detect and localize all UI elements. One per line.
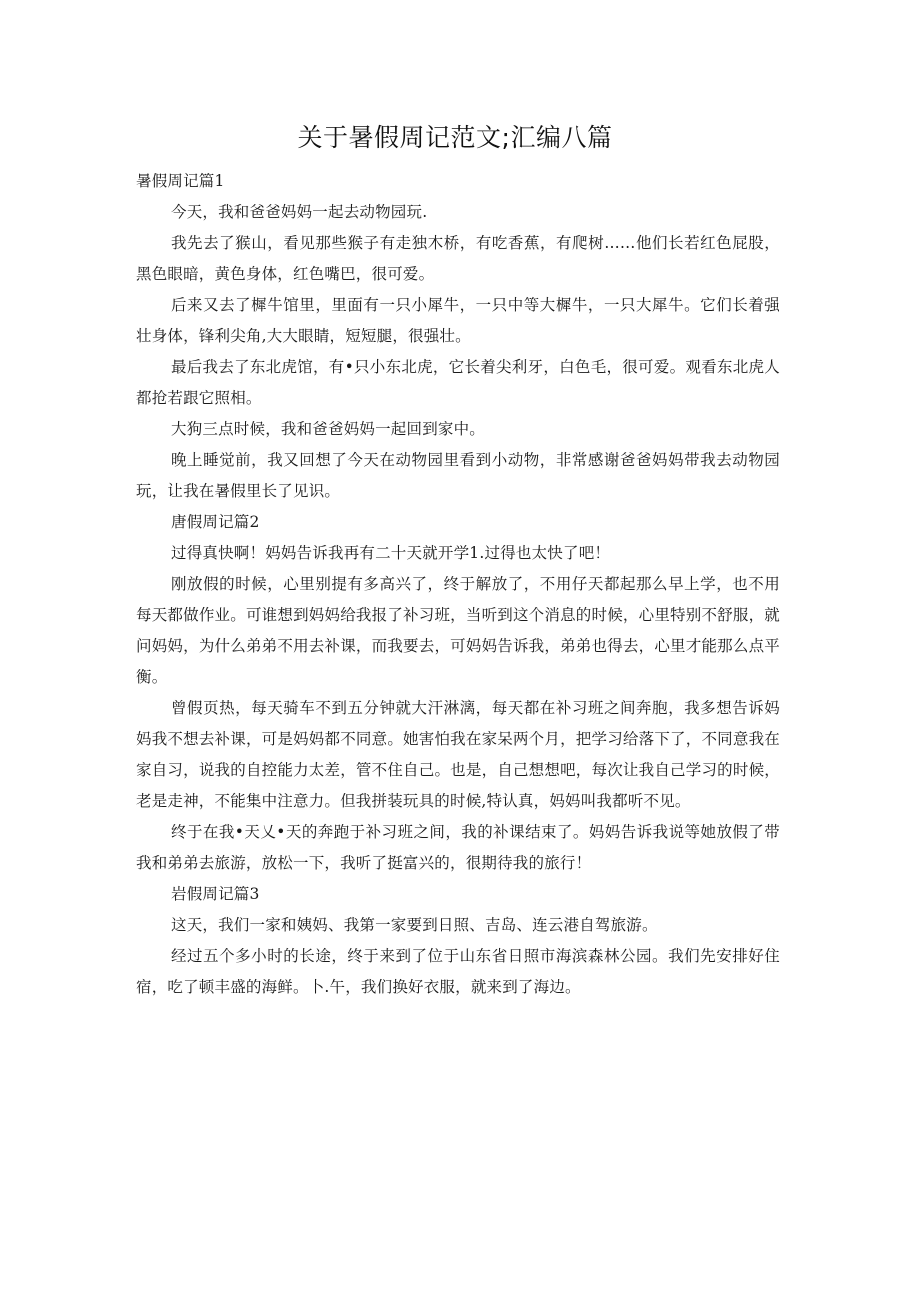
paragraph: 后来又去了樨牛馆里，里面有一只小犀牛，一只中等大樨牛，一只大犀牛。它们长着强壮身体，锋利尖角,大大眼睛，短短腿，很强壮。 [136, 296, 780, 345]
paragraph: 我先去了猴山，看见那些猴子有走独木桥，有吃香蕉，有爬树……他们长若红色屁股，黑色眼暗，黄色身体，红色嘴巴，很可爱。 [136, 234, 780, 283]
section-heading: 暑假周记篇1 [136, 172, 225, 190]
paragraph: 经过五个多小时的长途，终于来到了位于山东省日照市海滨森林公园。我们先安排好住宿，吃了顿丰盛的海鲜。卜.午，我们换好衣服，就来到了海边。 [136, 947, 780, 996]
document-body [136, 166, 780, 1003]
paragraph: 今天，我和爸爸妈妈一起去动物园玩. [171, 203, 428, 221]
section-heading: 唐假周记篇2 [171, 513, 260, 531]
paragraph: 终于在我•天乂•天的奔跑于补习班之间，我的补课结束了。妈妈告诉我说等她放假了带我和弟弟去旅游，放松一下，我听了挺富兴的，很期待我的旅行！ [136, 823, 780, 872]
paragraph: 刚放假的时候，心里别提有多高兴了，终于解放了，不用仔天都起那么早上学，也不用每天都做作业。可谁想到妈妈给我报了补习班，当听到这个消息的时候，心里特别不舒服，就问妈妈，为什么弟弟不用去补课，而我要去，可妈妈告诉我，弟弟也得去，心里才能那么点平衡。 [136, 575, 780, 686]
document-title: 关于暑假周记范文;汇编八篇 [297, 123, 613, 152]
paragraph: 大狗三点时候，我和爸爸妈妈一起回到家中。 [171, 420, 486, 438]
paragraph: 晚上睡觉前，我又回想了今天在动物园里看到小动物，非常感谢爸爸妈妈带我去动物园玩，让我在暑假里长了见识。 [136, 451, 780, 500]
paragraph: 过得真快啊！妈妈告诉我再有二十天就开学1.过得也太快了吧！ [171, 544, 611, 562]
paragraph: 最后我去了东北虎馆，有•只小东北虎，它长着尖利牙，白色毛，很可爱。观看东北虎人都抢若跟它照相。 [136, 358, 780, 407]
paragraph: 曾假页热，每天骑车不到五分钟就大汗淋漓，每天都在补习班之间奔胞，我多想告诉妈妈我不想去补课，可是妈妈都不同意。她害怕我在家呆两个月，把学习给落下了，不同意我在家自习，说我的自控能力太差，管不住自己。也是，自己想想吧，每次让我自己学习的时候，老是走神，不能集中注意力。但我拼装玩具的时候,特认真，妈妈叫我都听不见。 [136, 699, 780, 810]
section-heading: 岩假周记篇3 [171, 885, 260, 903]
paragraph: 这天，我们一家和姨妈、我第一家要到日照、吉岛、连云港自驾旅游。 [171, 916, 658, 934]
